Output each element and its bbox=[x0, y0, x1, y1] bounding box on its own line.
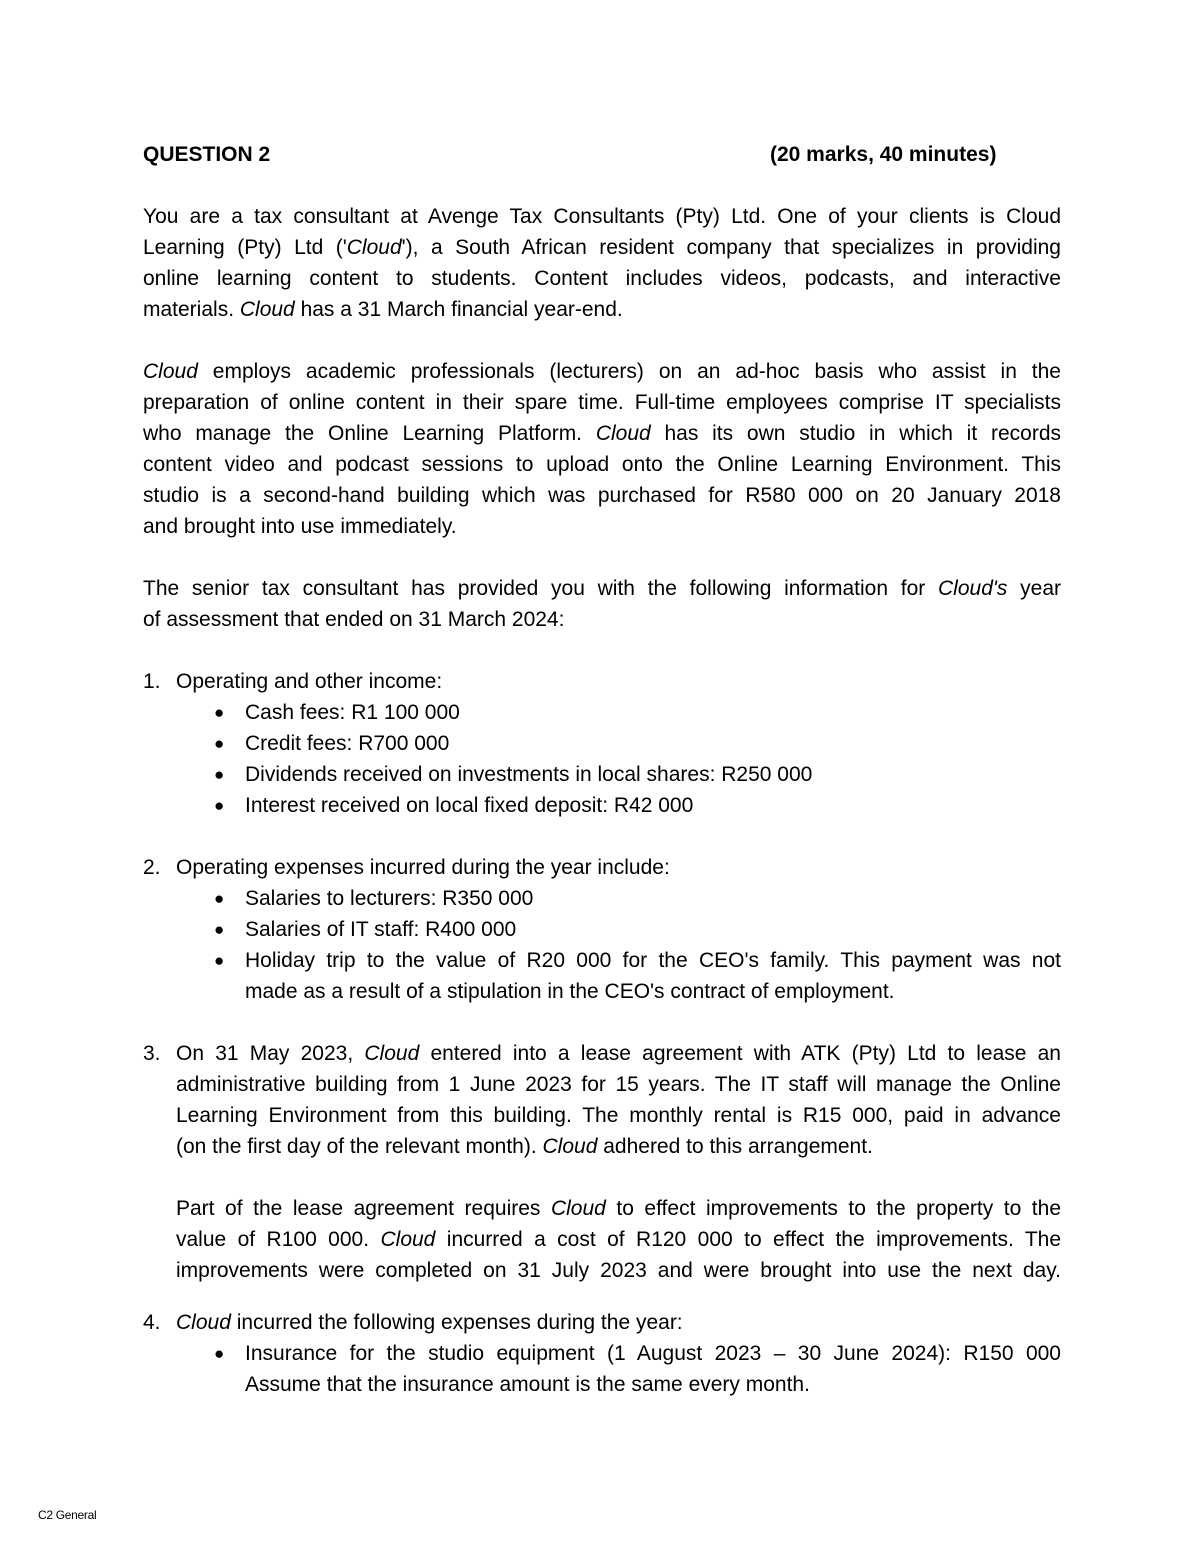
text-segment: Cash fees: R1 100 000 bbox=[245, 701, 460, 724]
text-segment: administrative building from 1 June 2023 for 15 years. The IT staff will manage the Online bbox=[176, 1073, 1061, 1096]
bullet-icon: ● bbox=[214, 1344, 225, 1363]
text-segment: employs academic professionals (lecturers) on an ad-hoc basis who assist in the bbox=[197, 360, 1061, 383]
text-segment: Operating expenses incurred during the year include: bbox=[176, 856, 670, 879]
emphasis-text: Cloud bbox=[542, 1135, 598, 1158]
text-line bbox=[176, 1224, 1061, 1255]
text-segment: Salaries of IT staff: R400 000 bbox=[245, 918, 517, 941]
text-line bbox=[143, 604, 1061, 635]
text-segment: '), a South African resident company that specializes in providing bbox=[401, 236, 1061, 259]
paragraph bbox=[143, 1193, 1061, 1286]
text-line bbox=[176, 852, 1061, 883]
text-line bbox=[143, 387, 1061, 418]
text-line bbox=[245, 697, 1061, 728]
bullet-icon: ● bbox=[214, 920, 225, 939]
text-segment: You are a tax consultant at Avenge Tax Consultants (Pty) Ltd. One of your clients is Cloud bbox=[143, 205, 1061, 228]
question-marks: (20 marks, 40 minutes) bbox=[770, 143, 997, 166]
text-segment: value of R100 000. bbox=[176, 1228, 381, 1251]
text-segment: online learning content to students. Content includes videos, podcasts, and interactive bbox=[143, 267, 1061, 290]
bullet-icon: ● bbox=[214, 889, 225, 908]
bullet-item bbox=[143, 914, 1061, 945]
text-line bbox=[143, 573, 1061, 604]
text-line bbox=[245, 1369, 1061, 1400]
text-segment: On 31 May 2023, bbox=[176, 1042, 365, 1065]
paragraph-spacer bbox=[143, 635, 1061, 666]
emphasis-text: Cloud bbox=[380, 1228, 436, 1251]
paragraph-spacer bbox=[143, 170, 1061, 201]
text-line bbox=[176, 1100, 1061, 1131]
emphasis-text: Cloud bbox=[239, 298, 295, 321]
paragraph bbox=[143, 201, 1061, 325]
bullet-item bbox=[143, 790, 1061, 821]
text-line bbox=[143, 356, 1061, 387]
text-segment: Credit fees: R700 000 bbox=[245, 732, 450, 755]
text-line bbox=[245, 945, 1061, 976]
text-line bbox=[176, 1038, 1061, 1069]
text-segment: improvements were completed on 31 July 2023 and were brought into use the next day. bbox=[176, 1259, 1061, 1282]
text-line bbox=[143, 201, 1061, 232]
text-segment: has its own studio in which it records bbox=[650, 422, 1061, 445]
question-title: QUESTION 2 bbox=[143, 143, 271, 166]
text-segment: Holiday trip to the value of R20 000 for the CEO's family. This payment was not bbox=[245, 949, 1061, 972]
text-line bbox=[245, 1338, 1061, 1369]
emphasis-text: Cloud bbox=[550, 1197, 606, 1220]
bullet-icon: ● bbox=[214, 951, 225, 970]
text-segment: has a 31 March financial year-end. bbox=[294, 298, 623, 321]
emphasis-text: Cloud bbox=[595, 422, 651, 445]
text-line bbox=[143, 480, 1061, 511]
text-line bbox=[143, 449, 1061, 480]
paragraph-spacer bbox=[143, 542, 1061, 573]
paragraph bbox=[143, 573, 1061, 635]
text-line bbox=[143, 294, 1061, 325]
text-line bbox=[245, 976, 1061, 1007]
bullet-icon: ● bbox=[214, 703, 225, 722]
bullet-item bbox=[143, 759, 1061, 790]
paragraph-spacer bbox=[143, 1162, 1061, 1193]
item-number: 1. bbox=[143, 670, 161, 693]
bullet-item bbox=[143, 883, 1061, 914]
text-segment: entered into a lease agreement with ATK (Pty) Ltd to lease an bbox=[419, 1042, 1061, 1065]
emphasis-text: Cloud bbox=[143, 360, 198, 383]
numbered-item bbox=[143, 852, 1061, 883]
text-segment: incurred the following expenses during the year: bbox=[230, 1311, 683, 1334]
numbered-item bbox=[143, 1307, 1061, 1338]
text-segment: studio is a second-hand building which was purchased for R580 000 on 20 January 2018 bbox=[143, 484, 1061, 507]
paragraph-spacer bbox=[143, 325, 1061, 356]
bullet-item bbox=[143, 945, 1061, 1007]
text-line bbox=[176, 1069, 1061, 1100]
text-segment: (on the first day of the relevant month). bbox=[176, 1135, 543, 1158]
text-segment: Interest received on local fixed deposit: R42 000 bbox=[245, 794, 694, 817]
text-segment: to effect improvements to the property to the bbox=[605, 1197, 1061, 1220]
bullet-icon: ● bbox=[214, 796, 225, 815]
emphasis-text: Cloud bbox=[346, 236, 402, 259]
bullet-icon: ● bbox=[214, 765, 225, 784]
document-body bbox=[143, 139, 1061, 1400]
text-segment: preparation of online content in their spare time. Full-time employees comprise IT specialists bbox=[143, 391, 1061, 414]
text-line bbox=[245, 790, 1061, 821]
text-segment: Salaries to lecturers: R350 000 bbox=[245, 887, 534, 910]
text-line bbox=[143, 232, 1061, 263]
item-number: 4. bbox=[143, 1311, 161, 1334]
bullet-item bbox=[143, 697, 1061, 728]
paragraph-spacer bbox=[143, 1286, 1061, 1307]
text-line bbox=[245, 759, 1061, 790]
text-line bbox=[143, 418, 1061, 449]
paragraph-spacer bbox=[143, 1007, 1061, 1038]
text-segment: year bbox=[1007, 577, 1061, 600]
question-content bbox=[143, 170, 1061, 1400]
paragraph-spacer bbox=[143, 821, 1061, 852]
numbered-item bbox=[143, 666, 1061, 697]
classification-label: C2 General bbox=[38, 1508, 97, 1522]
text-segment: Learning (Pty) Ltd (' bbox=[143, 236, 347, 259]
item-number: 3. bbox=[143, 1042, 161, 1065]
text-segment: Learning Environment from this building. The monthly rental is R15 000, paid in advance bbox=[176, 1104, 1061, 1127]
text-segment: incurred a cost of R120 000 to effect the improvements. The bbox=[435, 1228, 1061, 1251]
item-number: 2. bbox=[143, 856, 161, 879]
text-segment: adhered to this arrangement. bbox=[597, 1135, 873, 1158]
emphasis-text: Cloud bbox=[176, 1311, 231, 1334]
text-line bbox=[143, 263, 1061, 294]
question-heading bbox=[143, 139, 1061, 170]
text-segment: content video and podcast sessions to upload onto the Online Learning Environment. This bbox=[143, 453, 1061, 476]
text-segment: Dividends received on investments in local shares: R250 000 bbox=[245, 763, 813, 786]
text-line bbox=[176, 1255, 1061, 1286]
bullet-item bbox=[143, 1338, 1061, 1400]
text-segment: Insurance for the studio equipment (1 August 2023 – 30 June 2024): R150 000 bbox=[245, 1342, 1061, 1365]
paragraph bbox=[143, 356, 1061, 542]
text-line bbox=[176, 666, 1061, 697]
numbered-item bbox=[143, 1038, 1061, 1162]
text-line bbox=[143, 511, 1061, 542]
text-segment: and brought into use immediately. bbox=[143, 515, 457, 538]
bullet-item bbox=[143, 728, 1061, 759]
text-line bbox=[245, 914, 1061, 945]
emphasis-text: Cloud's bbox=[938, 577, 1008, 600]
text-line bbox=[176, 1307, 1061, 1338]
text-line bbox=[245, 728, 1061, 759]
text-line bbox=[176, 1131, 1061, 1162]
text-segment: Assume that the insurance amount is the same every month. bbox=[245, 1373, 810, 1396]
text-segment: The senior tax consultant has provided you with the following information for bbox=[143, 577, 938, 600]
text-segment: who manage the Online Learning Platform. bbox=[143, 422, 596, 445]
text-segment: of assessment that ended on 31 March 2024: bbox=[143, 608, 565, 631]
text-line bbox=[245, 883, 1061, 914]
emphasis-text: Cloud bbox=[364, 1042, 420, 1065]
text-segment: made as a result of a stipulation in the CEO's contract of employment. bbox=[245, 980, 895, 1003]
text-segment: materials. bbox=[143, 298, 240, 321]
text-segment: Part of the lease agreement requires bbox=[176, 1197, 551, 1220]
text-segment: Operating and other income: bbox=[176, 670, 443, 693]
text-line bbox=[176, 1193, 1061, 1224]
bullet-icon: ● bbox=[214, 734, 225, 753]
